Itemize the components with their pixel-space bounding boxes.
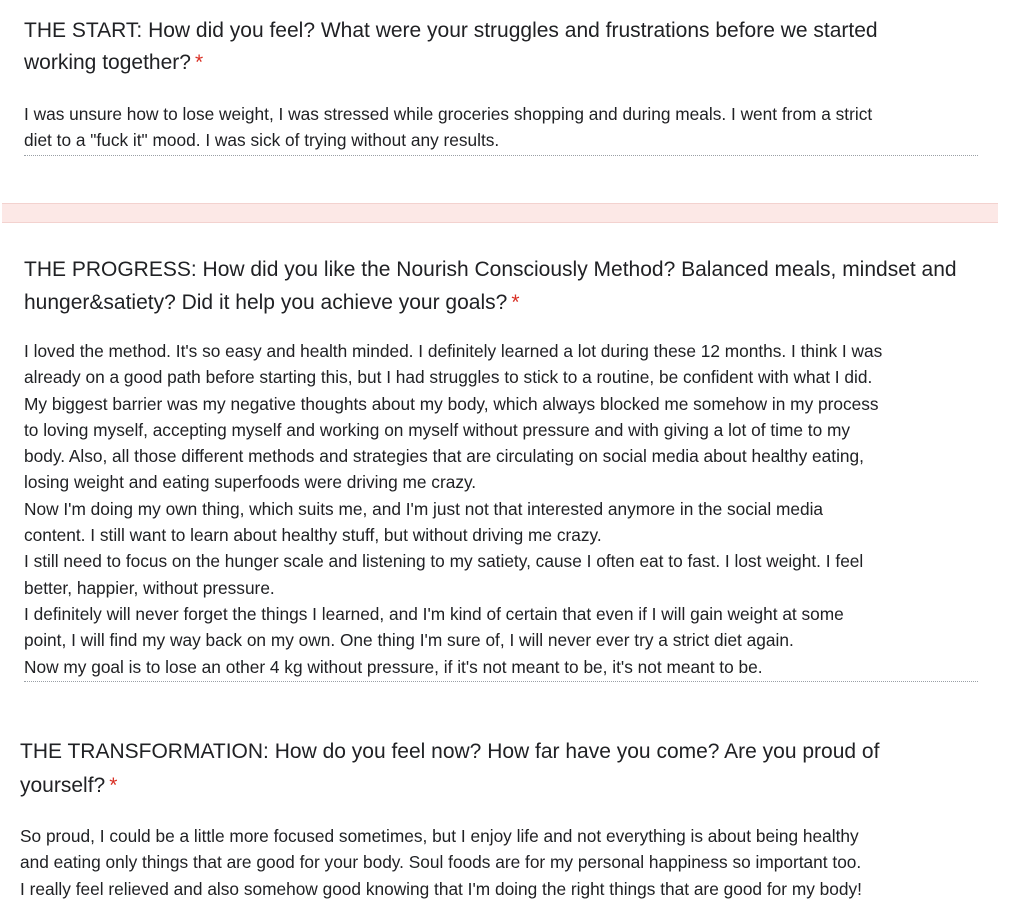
answer-underline bbox=[24, 681, 978, 682]
answer-line: body. Also, all those different methods and strategies that are circulating on social media about healthy eating, bbox=[24, 446, 864, 467]
question-title-line: THE START: How did you feel? What were your struggles and frustrations before we started bbox=[24, 19, 878, 42]
question-start bbox=[0, 15, 1026, 156]
answer-line: I was unsure how to lose weight, I was stressed while groceries shopping and during meals. I went from a strict bbox=[24, 104, 873, 124]
question-progress bbox=[0, 253, 1026, 682]
answer-underline bbox=[24, 155, 978, 156]
answer-line: My biggest barrier was my negative thoughts about my body, which always blocked me somehow in my process bbox=[24, 393, 879, 414]
answer-line: I still need to focus on the hunger scale and listening to my satiety, cause I often eat to fast. I lost weight. I feel bbox=[24, 551, 864, 572]
question-title-line: working together? * bbox=[24, 51, 204, 74]
answer-line: I loved the method. It's so easy and health minded. I definitely learned a lot during these 12 months. I think I was bbox=[24, 341, 883, 361]
question-title-line: hunger&satiety? Did it help you achieve your goals? * bbox=[24, 291, 520, 314]
answer-line: So proud, I could be a little more focused sometimes, but I enjoy life and not everything is about being healthy bbox=[20, 826, 859, 846]
answer-text bbox=[0, 823, 1026, 902]
answer-line: already on a good path before starting this, but I had struggles to stick to a routine, be confident with what I did. bbox=[24, 367, 873, 388]
answer-line: and eating only things that are good for your body. Soul foods are for my personal happiness so important too. bbox=[20, 852, 862, 873]
question-title-line: yourself? * bbox=[20, 774, 118, 797]
required-asterisk: * bbox=[511, 291, 520, 314]
answer-line: to loving myself, accepting myself and working on myself without pressure and with giving a lot of time to my bbox=[24, 419, 851, 440]
answer-line: Now I'm doing my own thing, which suits me, and I'm just not that interested anymore in the social media bbox=[24, 498, 824, 519]
answer-line: content. I still want to learn about healthy stuff, but without driving me crazy. bbox=[24, 525, 602, 546]
answer-line: Now my goal is to lose an other 4 kg without pressure, if it's not meant to be, it's not meant to be. bbox=[24, 656, 763, 677]
answer-line: I really feel relieved and also somehow good knowing that I'm doing the right things that are good for my body! bbox=[20, 878, 862, 899]
answer-text bbox=[0, 101, 1026, 154]
required-asterisk: * bbox=[194, 51, 204, 74]
question-title bbox=[0, 735, 1026, 803]
question-title-line: THE PROGRESS: How did you like the Nourish Consciously Method? Balanced meals, mindset and bbox=[24, 258, 957, 281]
answer-line: point, I will find my way back on my own. One thing I'm sure of, I will never ever try a strict diet again. bbox=[24, 630, 794, 651]
answer-line: diet to a "fuck it" mood. I was sick of trying without any results. bbox=[24, 130, 500, 151]
answer-line: I definitely will never forget the things I learned, and I'm kind of certain that even if I will gain weight at some bbox=[24, 603, 844, 624]
required-asterisk: * bbox=[109, 774, 118, 797]
answer-line: better, happier, without pressure. bbox=[24, 577, 275, 598]
question-transformation bbox=[0, 735, 1026, 902]
answer-line: losing weight and eating superfoods were driving me crazy. bbox=[24, 472, 477, 493]
answer-text bbox=[0, 338, 1026, 680]
question-title bbox=[0, 253, 1026, 319]
question-title bbox=[0, 15, 1026, 79]
question-title-line: THE TRANSFORMATION: How do you feel now? How far have you come? Are you proud of bbox=[20, 740, 880, 763]
section-separator bbox=[2, 203, 998, 223]
